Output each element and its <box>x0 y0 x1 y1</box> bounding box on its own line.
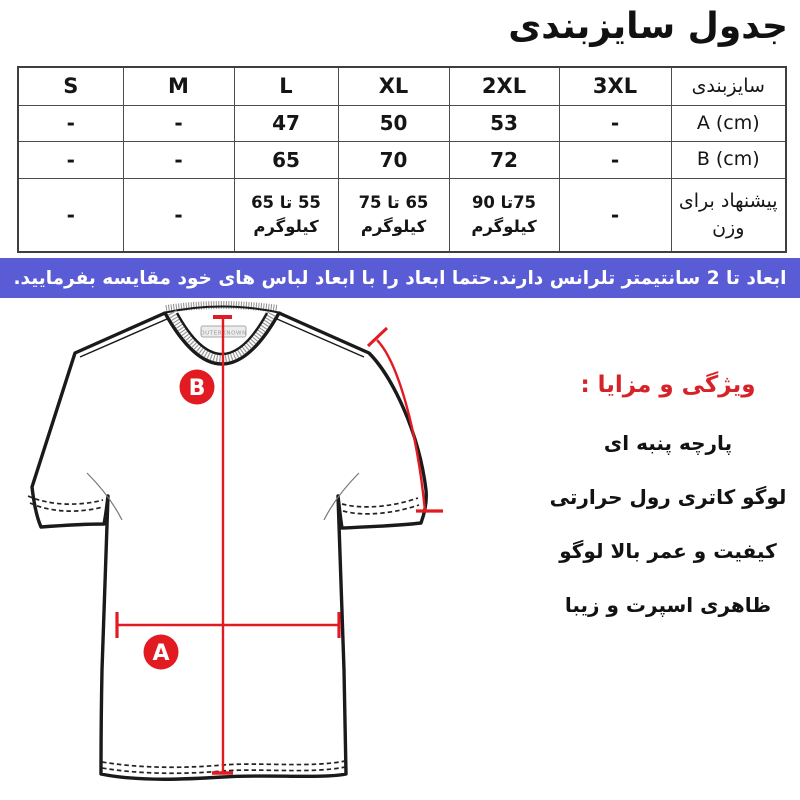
row-b-m: - <box>123 141 234 178</box>
table-row-weight <box>18 178 786 252</box>
row-b-s: - <box>18 141 123 178</box>
page-title: جدول سایزبندی <box>508 6 788 47</box>
header-sizing: سایزبندی <box>671 67 786 105</box>
tolerance-notice-banner <box>0 258 800 298</box>
tolerance-notice-text: ابعاد تا 2 سانتیمتر تلرانس دارند.حتما ابعاد را با ابعاد لباس های خود مقایسه بفرمایید. <box>13 267 787 289</box>
feature-item-logo-quality: کیفیت و عمر بالا لوگو <box>559 539 777 563</box>
sleeve-line-top-tick <box>368 328 387 346</box>
row-weight-s: - <box>18 178 123 252</box>
header-s: S <box>18 67 123 105</box>
row-a-xl: 50 <box>338 105 449 141</box>
size-table-wrap <box>17 66 785 253</box>
header-xl: XL <box>338 67 449 105</box>
tshirt-measurement-diagram <box>20 300 540 800</box>
row-b-3xl: - <box>559 141 671 178</box>
features-title: ویژگی و مزایا : <box>580 372 756 398</box>
row-weight-xl: 65 تا 75 کیلوگرم <box>338 178 449 252</box>
row-b-xl: 70 <box>338 141 449 178</box>
row-weight-l: 55 تا 65 کیلوگرم <box>234 178 338 252</box>
row-a-label: A (cm) <box>671 105 786 141</box>
marker-b-letter: B <box>188 376 206 401</box>
marker-a-letter: A <box>152 641 170 666</box>
row-b-label: B (cm) <box>671 141 786 178</box>
row-b-2xl: 72 <box>449 141 559 178</box>
row-a-l: 47 <box>234 105 338 141</box>
row-b-l: 65 <box>234 141 338 178</box>
table-row-a <box>18 105 786 141</box>
header-l: L <box>234 67 338 105</box>
row-a-3xl: - <box>559 105 671 141</box>
collar-brand-label-text: OUTERKNOWN <box>200 330 247 337</box>
header-m: M <box>123 67 234 105</box>
row-a-2xl: 53 <box>449 105 559 141</box>
row-weight-m: - <box>123 178 234 252</box>
row-a-s: - <box>18 105 123 141</box>
tshirt-outline <box>32 313 426 779</box>
feature-item-fabric: پارچه پنبه ای <box>603 431 733 455</box>
size-table <box>17 66 787 253</box>
table-header-row <box>18 67 786 105</box>
header-2xl: 2XL <box>449 67 559 105</box>
header-3xl: 3XL <box>559 67 671 105</box>
row-weight-label: پیشنهاد برای وزن <box>671 178 786 252</box>
row-a-m: - <box>123 105 234 141</box>
feature-item-logo-type: لوگو کاتری رول حرارتی <box>549 485 787 509</box>
feature-item-appearance: ظاهری اسپرت و زیبا <box>564 593 772 617</box>
features-section <box>540 372 796 647</box>
table-row-b <box>18 141 786 178</box>
row-weight-2xl: 75تا 90 کیلوگرم <box>449 178 559 252</box>
row-weight-3xl: - <box>559 178 671 252</box>
